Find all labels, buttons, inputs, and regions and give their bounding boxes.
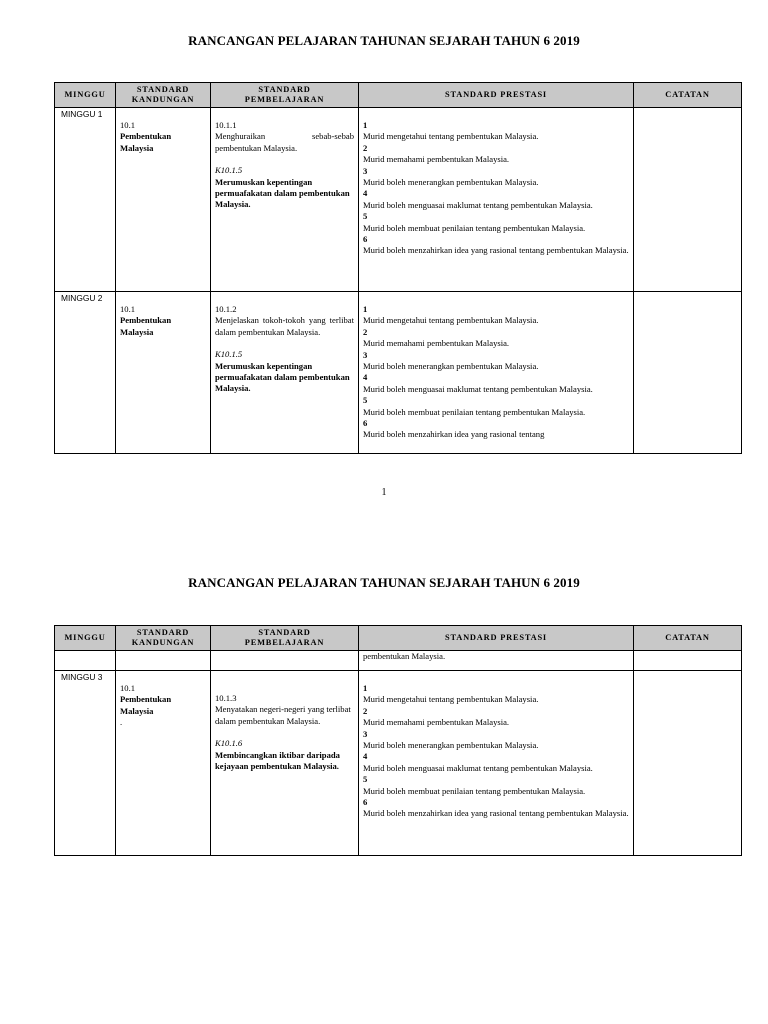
level-number: 5: [363, 211, 368, 222]
kp-text: Merumuskan kepentingan permuafakatan dalam pembentukan Malaysia.: [215, 176, 350, 210]
level-number: 4: [363, 372, 368, 383]
prestasi-carry-text: pembentukan Malaysia.: [359, 651, 634, 671]
header-catatan: CATATAN: [634, 626, 742, 651]
header-standard-prestasi: STANDARD PRESTASI: [359, 626, 634, 651]
page-number: 1: [381, 487, 387, 498]
page-title: RANCANGAN PELAJARAN TAHUNAN SEJARAH TAHUN 6 2019: [188, 575, 580, 590]
level-number: 6: [363, 418, 368, 429]
header-sk-line1: STANDARD: [136, 628, 190, 637]
level-number: 5: [363, 395, 368, 406]
kp-text: Merumuskan kepentingan permuafakatan dalam pembentukan Malaysia.: [215, 360, 350, 394]
level-text: Murid boleh menzahirkan idea yang rasional tentang: [363, 429, 545, 440]
level-number: 2: [363, 326, 368, 337]
table-row: [55, 292, 742, 454]
level-number: 1: [363, 304, 368, 314]
header-standard-prestasi: STANDARD PRESTASI: [359, 83, 634, 108]
level-number: 3: [363, 728, 368, 739]
header-sk-line2: KANDUNGAN: [131, 95, 195, 104]
header-standard-pembelajaran: [211, 626, 359, 651]
level-text: Murid boleh menguasai maklumat tentang pembentukan Malaysia.: [363, 762, 593, 773]
standard-pembelajaran-cell: [211, 292, 359, 454]
level-text: Murid mengetahui tentang pembentukan Malaysia.: [363, 131, 539, 142]
week-cell: MINGGU 1: [55, 108, 116, 292]
standard-pembelajaran-cell: [211, 671, 359, 856]
header-standard-pembelajaran: [211, 83, 359, 108]
week-cell: MINGGU 3: [55, 671, 116, 856]
header-sp-line2: PEMBELAJARAN: [244, 638, 325, 647]
catatan-cell: [634, 671, 742, 856]
header-standard-kandungan: [116, 83, 211, 108]
level-text: Murid boleh membuat penilaian tentang pembentukan Malaysia.: [363, 785, 586, 796]
level-number: 1: [363, 683, 368, 693]
standard-kandungan-cell: [116, 108, 211, 292]
table-row: [55, 108, 742, 292]
header-sp-line2: PEMBELAJARAN: [244, 95, 325, 104]
level-number: 4: [363, 751, 368, 762]
level-text: Murid boleh membuat penilaian tentang pembentukan Malaysia.: [363, 406, 586, 417]
header-minggu: MINGGU: [55, 83, 116, 108]
page-title: RANCANGAN PELAJARAN TAHUNAN SEJARAH TAHUN 6 2019: [188, 33, 580, 48]
level-text: Murid boleh menzahirkan idea yang rasional tentang pembentukan Malaysia.: [363, 808, 629, 819]
table-row-continuation: [55, 651, 742, 671]
standard-pembelajaran-cell: [211, 108, 359, 292]
table-header-row: [55, 626, 742, 651]
level-text: Murid boleh menzahirkan idea yang rasional tentang pembentukan Malaysia.: [363, 245, 629, 256]
sk-title-line2: Malaysia: [120, 142, 154, 153]
header-catatan: CATATAN: [634, 83, 742, 108]
level-text: Murid boleh menerangkan pembentukan Malaysia.: [363, 361, 539, 372]
sk-code: 10.1: [120, 683, 136, 693]
level-text: Murid boleh membuat penilaian tentang pembentukan Malaysia.: [363, 222, 586, 233]
level-number: 3: [363, 349, 368, 360]
sk-title-line1: Pembentukan: [120, 131, 172, 142]
kp-code: K10.1.5: [215, 349, 243, 360]
level-number: 4: [363, 188, 368, 199]
standard-prestasi-cell: [359, 108, 634, 292]
lesson-plan-table: [54, 82, 742, 454]
sk-code: 10.1: [120, 304, 136, 314]
level-number: 6: [363, 797, 368, 808]
level-text: Murid memahami pembentukan Malaysia.: [363, 338, 510, 349]
level-number: 1: [363, 120, 368, 130]
catatan-cell: [634, 292, 742, 454]
catatan-cell: [634, 108, 742, 292]
sk-extra: .: [120, 717, 123, 728]
standard-prestasi-cell: [359, 292, 634, 454]
sk-title-line2: Malaysia: [120, 326, 154, 337]
standard-prestasi-cell: [359, 671, 634, 856]
header-sk-line2: KANDUNGAN: [131, 638, 195, 647]
sk-code: 10.1: [120, 120, 136, 130]
kp-code: K10.1.6: [215, 738, 243, 749]
level-text: Murid memahami pembentukan Malaysia.: [363, 154, 510, 165]
sk-title-line2: Malaysia: [120, 705, 154, 716]
standard-kandungan-cell: [116, 671, 211, 856]
header-sp-line1: STANDARD: [258, 85, 311, 94]
level-number: 3: [363, 165, 368, 176]
level-number: 2: [363, 705, 368, 716]
table-header-row: [55, 83, 742, 108]
level-text: Murid mengetahui tentang pembentukan Malaysia.: [363, 694, 539, 705]
level-text: Murid boleh menerangkan pembentukan Malaysia.: [363, 740, 539, 751]
header-sk-line1: STANDARD: [136, 85, 190, 94]
level-text: Murid boleh menerangkan pembentukan Malaysia.: [363, 177, 539, 188]
sk-title-line1: Pembentukan: [120, 694, 172, 705]
week-cell: MINGGU 2: [55, 292, 116, 454]
header-sp-line1: STANDARD: [258, 628, 311, 637]
table-row: [55, 671, 742, 856]
standard-kandungan-cell: [116, 292, 211, 454]
sp-text: Menjelaskan tokoh-tokoh yang terlibat dalam pembentukan Malaysia.: [215, 315, 354, 337]
kp-text: Membincangkan iktibar daripada kejayaan pembentukan Malaysia.: [215, 749, 340, 772]
level-text: Murid mengetahui tentang pembentukan Malaysia.: [363, 315, 539, 326]
level-text: Murid memahami pembentukan Malaysia.: [363, 717, 510, 728]
level-number: 6: [363, 234, 368, 245]
sp-text: Menyatakan negeri-negeri yang terlibat dalam pembentukan Malaysia.: [215, 704, 351, 726]
header-minggu: MINGGU: [55, 626, 116, 651]
level-text: Murid boleh menguasai maklumat tentang pembentukan Malaysia.: [363, 383, 593, 394]
sp-code: 10.1.2: [215, 304, 237, 314]
lesson-plan-table: [54, 625, 742, 856]
level-number: 2: [363, 142, 368, 153]
level-number: 5: [363, 774, 368, 785]
level-text: Murid boleh menguasai maklumat tentang pembentukan Malaysia.: [363, 199, 593, 210]
sp-code: 10.1.3: [215, 693, 237, 703]
header-standard-kandungan: [116, 626, 211, 651]
sk-title-line1: Pembentukan: [120, 315, 172, 326]
kp-code: K10.1.5: [215, 165, 243, 176]
sp-text: Menghuraikan sebab-sebab pembentukan Malaysia.: [215, 131, 354, 153]
sp-code: 10.1.1: [215, 120, 237, 130]
